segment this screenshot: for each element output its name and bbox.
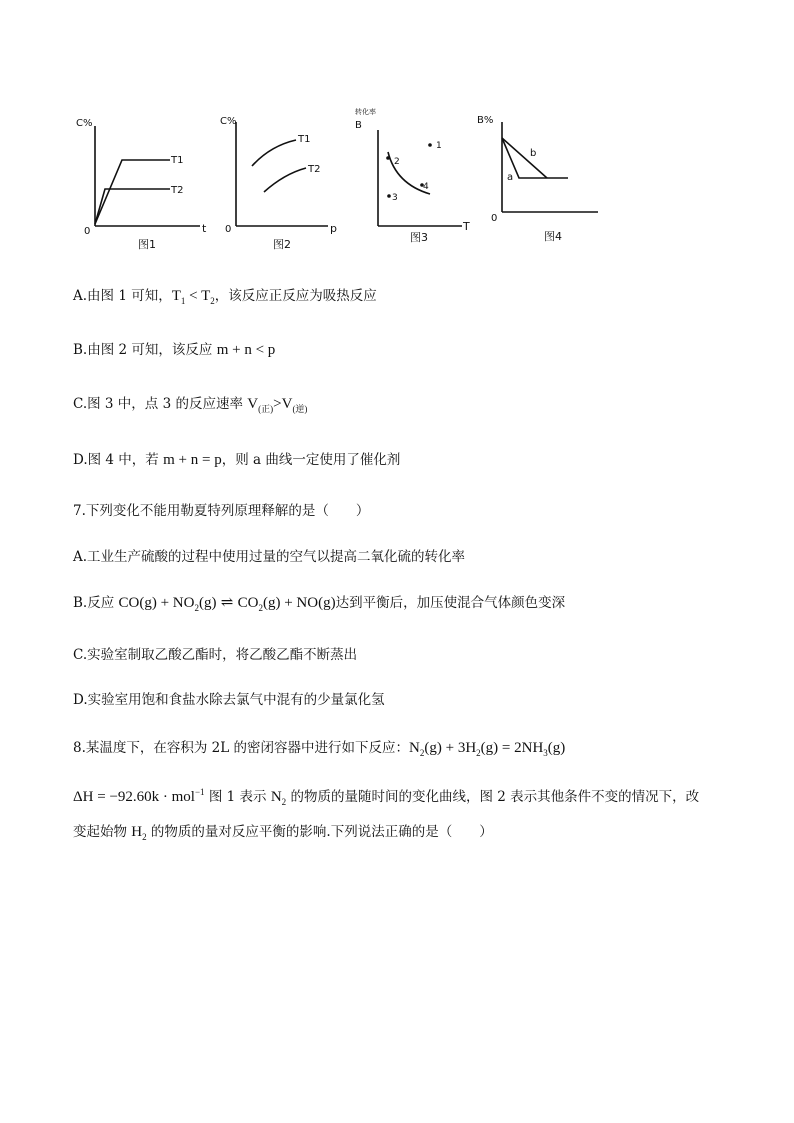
fig3-point-3 (387, 194, 391, 198)
q6-c-sub-ni: (逆) (292, 404, 308, 414)
figure-1 (95, 126, 200, 226)
q7-option-c: C.实验室制取乙酸乙酯时，将乙酸乙酯不断蒸出 (73, 647, 358, 663)
q6-a-text-1: A.由图 1 可知， (73, 288, 172, 304)
q8-h2-formula: $H_2$ (131, 824, 147, 842)
q6-option-d (73, 450, 400, 470)
q8-line-3 (73, 822, 493, 847)
fig4-series-b: b (530, 148, 537, 159)
q6-a-text-2: ，该反应正反应为吸热反应 (214, 288, 377, 304)
fig2-series-t1: T1 (298, 134, 311, 145)
fig1-series-t2: T2 (171, 185, 184, 196)
q8-line3-text-1: 变起始物 (73, 824, 132, 840)
fig1-curve-t2 (95, 189, 170, 224)
fig1-y-label: C% (76, 118, 93, 129)
q7-b-equilibrium-arrow: ⇌ (220, 595, 234, 611)
fig3-caption: 图3 (410, 231, 428, 244)
q7-b-products: $CO_2(g) + NO(g)$ (237, 595, 336, 613)
fig1-curve-t1 (95, 160, 170, 224)
q6-d-expr: m + n = p (163, 452, 222, 468)
fig3-y-title: 转化率 (355, 108, 376, 116)
q6-c-gt: > (273, 396, 282, 412)
q6-option-a (73, 286, 377, 311)
fig3-x-label: T (463, 220, 470, 233)
q6-option-b (73, 340, 275, 360)
figures-strip (70, 108, 610, 258)
q7-option-d: D.实验室用饱和食盐水除去氯气中混有的少量氯化氢 (73, 692, 385, 708)
q8-delta-h-exp: −1 (194, 787, 205, 797)
q8-equation: $N_2(g) + 3H_2(g) = 2NH_3(g)$ (409, 740, 566, 758)
fig3-point-1 (428, 143, 432, 147)
fig4-series-a: a (507, 172, 514, 183)
q6-d-text-1: D.图 4 中，若 (73, 452, 164, 468)
q6-a-relation: < (185, 288, 202, 304)
fig3-label-3: 3 (392, 193, 398, 203)
q7-b-text-1: B.反应 (73, 595, 119, 611)
q8-stem-text: 8.某温度下，在容积为 2L 的密闭容器中进行如下反应： (73, 740, 410, 756)
fig2-origin: 0 (225, 224, 232, 235)
q6-c-formula: $V_{(正)}>V_{(逆)}$ (247, 396, 308, 414)
fig2-curve-t1 (252, 140, 296, 166)
q6-c-text: C.图 3 中，点 3 的反应速率 (73, 396, 248, 412)
q8-line3-text-2: 的物质的量对反应平衡的影响.下列说法正确的是（ ） (146, 824, 493, 840)
figures-svg (70, 108, 610, 258)
fig3-label-2: 2 (394, 157, 400, 167)
q6-a-formula: $T_1 < T_2$ (171, 288, 215, 306)
fig1-x-label: t (202, 222, 207, 235)
fig3-y-label: B (355, 120, 362, 131)
q7-option-a: A.工业生产硫酸的过程中使用过量的空气以提高二氧化硫的转化率 (73, 549, 466, 565)
fig2-y-label: C% (220, 116, 237, 127)
fig3-label-1: 1 (436, 141, 442, 151)
q6-c-sub-zheng: (正) (258, 404, 274, 414)
q8-line-2 (73, 782, 699, 812)
q6-b-expr: m + n < p (216, 342, 276, 358)
q8-n2-formula: $N_2$ (270, 789, 287, 807)
fig3-point-2 (386, 156, 390, 160)
q6-option-c (73, 394, 307, 419)
q8-line2-text-1: 图 1 表示 (204, 789, 271, 805)
fig4-caption: 图4 (544, 230, 562, 243)
fig3-label-4: 4 (423, 182, 429, 192)
q8-delta-h-text: ΔH = −92.60k · mol (73, 789, 195, 805)
q7-stem: 7.下列变化不能用勒夏特列原理释解的是（ ） (73, 503, 370, 519)
fig4-origin: 0 (491, 213, 498, 224)
fig2-x-label: p (330, 222, 337, 235)
q8-stem (73, 738, 565, 763)
fig2-series-t2: T2 (308, 164, 321, 175)
q7-b-reactants: $CO(g) + NO_2(g)$ (118, 595, 217, 613)
q8-delta-h (73, 789, 205, 805)
fig1-origin: 0 (84, 226, 91, 237)
fig2-caption: 图2 (273, 238, 291, 251)
q6-b-text: B.由图 2 可知，该反应 (73, 342, 217, 358)
fig1-caption: 图1 (138, 238, 156, 251)
q7-option-b (73, 593, 565, 618)
fig4-y-label: B% (477, 115, 494, 126)
fig1-series-t1: T1 (171, 155, 184, 166)
fig2-curve-t2 (264, 168, 306, 192)
figure-3 (378, 130, 462, 226)
q7-b-text-2: 达到平衡后，加压使混合气体颜色变深 (335, 595, 566, 611)
q8-line2-text-2: 的物质的量随时间的变化曲线，图 2 表示其他条件不变的情况下，改 (286, 789, 700, 805)
q6-d-text-2: ，则 a 曲线一定使用了催化剂 (221, 452, 401, 468)
figure-4 (502, 122, 598, 212)
